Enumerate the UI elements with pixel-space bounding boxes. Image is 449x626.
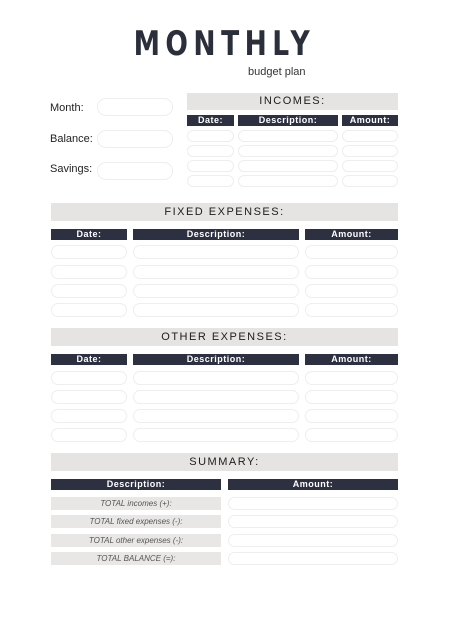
incomes-date-cell[interactable] [187, 175, 234, 187]
summary-amount-header: Amount: [228, 479, 398, 490]
summary-total-other-label: TOTAL other expenses (-): [51, 534, 221, 547]
balance-label: Balance: [50, 133, 93, 145]
fixed-amount-cell[interactable] [305, 265, 398, 279]
month-field[interactable] [97, 98, 173, 116]
fixed-description-cell[interactable] [133, 303, 299, 317]
fixed-amount-cell[interactable] [305, 284, 398, 298]
summary-total-fixed-label: TOTAL fixed expenses (-): [51, 515, 221, 528]
fixed-date-cell[interactable] [51, 245, 127, 259]
other-date-cell[interactable] [51, 409, 127, 423]
incomes-amount-header: Amount: [342, 115, 398, 126]
incomes-amount-cell[interactable] [342, 130, 398, 142]
fixed-date-cell[interactable] [51, 284, 127, 298]
other-amount-cell[interactable] [305, 409, 398, 423]
other-expenses-section-title: OTHER EXPENSES: [51, 328, 398, 346]
summary-total-balance-label: TOTAL BALANCE (=): [51, 552, 221, 565]
summary-section-title: SUMMARY: [51, 453, 398, 471]
incomes-description-cell[interactable] [238, 145, 338, 157]
other-description-cell[interactable] [133, 371, 299, 385]
fixed-amount-header: Amount: [305, 229, 398, 240]
summary-total-balance-amount[interactable] [228, 552, 398, 565]
fixed-expenses-section-title: FIXED EXPENSES: [51, 203, 398, 221]
summary-total-fixed-amount[interactable] [228, 515, 398, 528]
summary-description-header: Description: [51, 479, 221, 490]
other-amount-header: Amount: [305, 354, 398, 365]
incomes-amount-cell[interactable] [342, 160, 398, 172]
savings-field[interactable] [97, 162, 173, 180]
incomes-amount-cell[interactable] [342, 175, 398, 187]
incomes-date-header: Date: [187, 115, 234, 126]
other-date-cell[interactable] [51, 371, 127, 385]
other-amount-cell[interactable] [305, 390, 398, 404]
incomes-date-cell[interactable] [187, 130, 234, 142]
page-subtitle: budget plan [248, 66, 306, 78]
incomes-description-header: Description: [238, 115, 338, 126]
incomes-section-title: INCOMES: [187, 93, 398, 110]
other-description-cell[interactable] [133, 390, 299, 404]
other-date-header: Date: [51, 354, 127, 365]
summary-total-incomes-label: TOTAL incomes (+): [51, 497, 221, 510]
fixed-description-cell[interactable] [133, 284, 299, 298]
incomes-amount-cell[interactable] [342, 145, 398, 157]
balance-field[interactable] [97, 130, 173, 148]
other-description-cell[interactable] [133, 409, 299, 423]
fixed-description-cell[interactable] [133, 245, 299, 259]
fixed-description-header: Description: [133, 229, 299, 240]
other-amount-cell[interactable] [305, 428, 398, 442]
other-date-cell[interactable] [51, 428, 127, 442]
fixed-date-cell[interactable] [51, 265, 127, 279]
incomes-date-cell[interactable] [187, 145, 234, 157]
summary-total-incomes-amount[interactable] [228, 497, 398, 510]
fixed-description-cell[interactable] [133, 265, 299, 279]
fixed-date-cell[interactable] [51, 303, 127, 317]
incomes-date-cell[interactable] [187, 160, 234, 172]
summary-total-other-amount[interactable] [228, 534, 398, 547]
other-date-cell[interactable] [51, 390, 127, 404]
other-amount-cell[interactable] [305, 371, 398, 385]
savings-label: Savings: [50, 163, 93, 175]
fixed-amount-cell[interactable] [305, 303, 398, 317]
month-label: Month: [50, 102, 84, 114]
page-title: MONTHLY [133, 24, 316, 64]
other-description-header: Description: [133, 354, 299, 365]
incomes-description-cell[interactable] [238, 160, 338, 172]
fixed-amount-cell[interactable] [305, 245, 398, 259]
incomes-description-cell[interactable] [238, 130, 338, 142]
incomes-description-cell[interactable] [238, 175, 338, 187]
fixed-date-header: Date: [51, 229, 127, 240]
other-description-cell[interactable] [133, 428, 299, 442]
